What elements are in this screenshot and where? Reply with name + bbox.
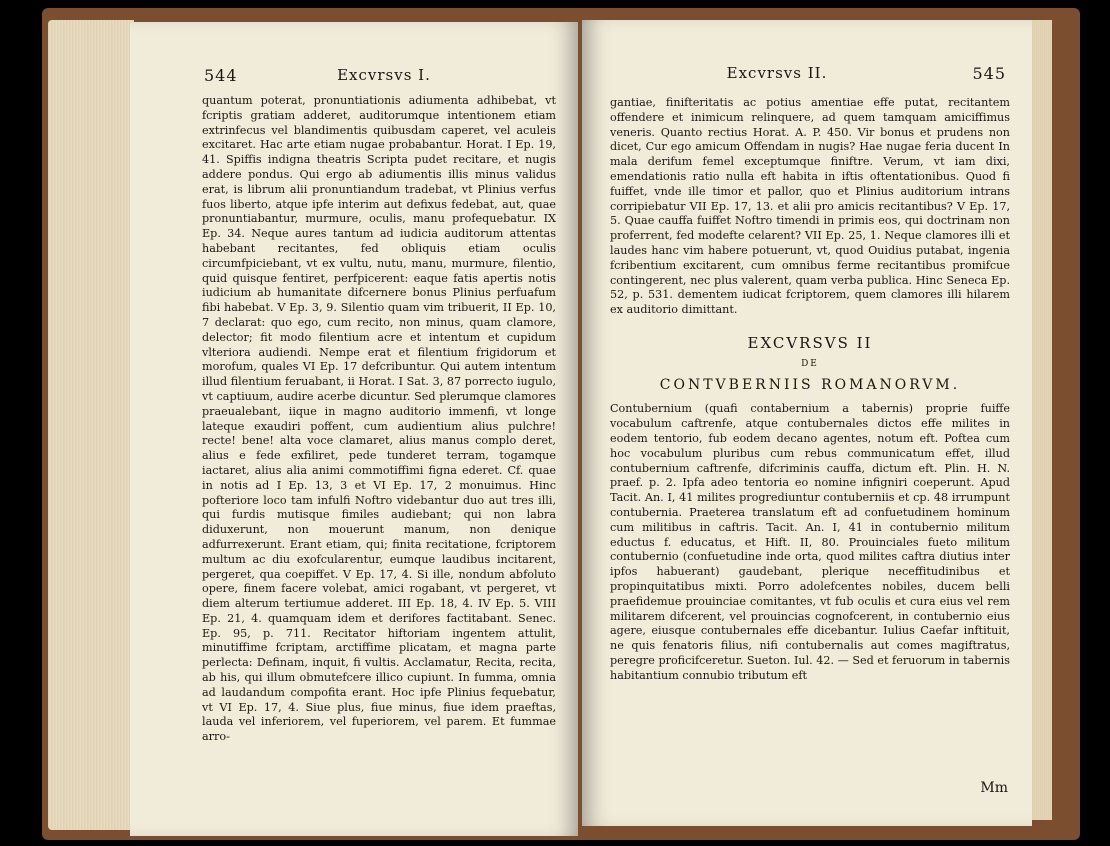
right-page [582,20,1032,826]
left-running-title: Excvrsvs I. [337,66,431,84]
right-body-bottom-paragraph: Contubernium (quafi contabernium a tabernis) proprie fuiffe vocabulum caftrenfe, atque contubernales dictos effe milites in eodem tentorio, fub eodem decano agentes, notum eft. Poftea cum hoc vocabulum pluribus cum rebus communicatum effet, illud contubernium caftrenfe, difcriminis cauffa, dictum eft. Plin. H. N. praef. p. 2. Ipfa adeo tentoria eo nomine infigniri coeperunt. Apud Tacit. An. I, 41 milites progrediuntur contuberniis et cp. 48 irrumpunt contubernia. Praeterea translatum eft ad confuetudinem hominum cum militibus in caftris. Tacit. An. I, 41 in contubernio militum eductus f. educatus, et Hift. II, 80. Prouinciales fueto militum contubernio (confuetudine inde orta, quod milites caftra diutius inter ipfos habuerant) gaudebant, plerique neceffitudinibus et propinquitatibus mixti. Porro adolefcentes nobiles, ducem belli praefidemue prouinciae comitantes, vt fub oculis et cura eius vel rem militarem difcerent, vel prouincias cognofcerent, in contubernio eius agere, eiusque contubernales effe dicebantur. Iulius Caefar inftituit, ne quis fenatoris filius, nifi contubernalis aut comes magiftratus, peregre proficifceretur. Sueton. Iul. 42. — Sed et feruorum in tabernis habitantium connubio tributum eft [610,402,1010,682]
left-page [130,22,578,836]
signature-mark: Mm [980,780,1008,796]
right-body-top-paragraph: gantiae, finifteritatis ac potius amentiae effe putat, recitantem offendere et inimicum relinquere, ad quem tamquam amiciffimus veneris. Quanto rectius Horat. A. P. 450. Vir bonus et prudens non dicet, Cur ego amicum Offendam in nugis? Hae nugae feria ducent In mala derifum femel exceptumque finiftre. Verum, vt iam dixi, emendationis ratio nulla eft habita in iftis oftentationibus. Quod fi fuiffet, vnde ille timor et pallor, quo et Plinius auditorium intrans corripiebatur VII Ep. 17, 13. et alii pro amicis recitantibus? V Ep. 17, 5. Quae cauffa fuiffet Noftro timendi in primis eos, qui doctrinam non proferrent, fed modefte celarent? VII Ep. 25, 1. Neque clamores illi et laudes hanc vim habere potuerunt, vt, quod Ouidius putabat, ingenia fcribentium excitarent, cum omnibus ferme recitantibus promifcue contingerent, nec plus valerent, quam verba publica. Hinc Seneca Ep. 52, p. 531. dementem iudicat fcriptorem, quem clamores illi hilarem ex auditorio dimittant. [610,96,1010,317]
right-running-title: Excvrsvs II. [726,64,828,82]
page-edges-left [48,20,134,830]
right-body-text [610,96,1010,683]
right-header [582,64,1032,88]
section-subject: CONTVBERNIIS ROMANORVM. [659,376,961,393]
left-body-text [202,94,556,745]
section-heading: EXCVRSVS II [747,333,873,352]
right-page-number: 545 [972,64,1006,83]
left-page-number: 544 [204,66,238,85]
left-body-paragraph: quantum poterat, pronuntiationis adiumenta adhibebat, vt fcriptis gratiam adderet, auditorumque intentionem etiam extrinfecus vel blandimentis quibusdam caperet, vel aculeis excitaret. Hac arte etiam nugae probabantur. Horat. I Ep. 19, 41. Spiffis indigna theatris Scripta pudet recitare, et nugis addere pondus. Qui ergo ab adiumentis illis minus validus erat, is librum alii pronuntiandum tradebat, vt Plinius verfus fuos liberto, atque ipfe interim aut defixus fedebat, aut, quae pronuntiabantur, murmure, oculis, manu profequebatur. IX Ep. 34. Neque aures tantum ad iudicia auditorum attentas habebant recitantes, fed obliquis etiam oculis circumfpiciebant, vt ex vultu, nutu, manu, murmure, filentio, quid quisque fentiret, perfpicerent: eaque fatis apertis notis iudicium ab humanitate difcernere bonus Plinius perfuafum fibi habebat. V Ep. 3, 9. Silentio quam vim tribuerit, II Ep. 10, 7 declarat: quo ego, cum recito, non minus, quam clamore, delector; fit modo filentium acre et intentum et cupidum vlteriora audiendi. Nempe erat et filentium frigidorum et morofum, quales VI Ep. 17 defcribuntur. Qui autem intentum illud filentium feruabant, ii Horat. I Sat. 3, 87 porrecto iugulo, vt captiuum, audire acerbe dicuntur. Sed plerumque clamores praeualebant, iique in magno auditorio immenfi, vt longe lateque exaudiri poffent, cum audientium alius pulchre! recte! bene! alta voce clamaret, alius manus complo deret, alius e fede exfiliret, pede tunderet terram, togamque iactaret, alius alia animi commotiffimi figna ederet. Cf. quae in notis ad I Ep. 13, 3 et VI Ep. 17, 2 monuimus. Hinc pofteriore loco tam infulfi Noftro videbantur duo aut tres illi, qui furdis mutisque fimiles audiebant; qui non labra diduxerunt, non mouerunt manum, non denique adfurrexerunt. Erant etiam, qui; finita recitatione, fcriptorem multum ac diu exofcularentur, eumque laudibus incitarent, pergeret, qua coepiffet. V Ep. 17, 4. Si ille, nondum abfoluto opere, finem facere volebat, amici rogabant, vt pergeret, vt diem alterum tertiumue adderet. III Ep. 18, 4. IV Ep. 5. VIII Ep. 21, 4. quamquam idem et derifores factitabant. Senec. Ep. 95, p. 711. Recitator hiftoriam ingentem attulit, minutiffime fcriptam, arctiffime plicatam, et magna parte perlecta: Definam, inquit, fi vultis. Acclamatur, Recita, recita, ab his, qui illum obmutefcere illico cupiunt. In fumma, omnia ad laudandum compofita erant. Hoc ipfe Plinius fequebatur, vt VI Ep. 17, 4. Siue plus, fiue minus, fiue idem praeftas, lauda vel inferiorem, vel fuperiorem, vel parem. Et fummae arro- [202,94,556,744]
section-de: DE [801,358,819,369]
page-edges-right [1030,20,1052,820]
left-header [130,66,578,90]
